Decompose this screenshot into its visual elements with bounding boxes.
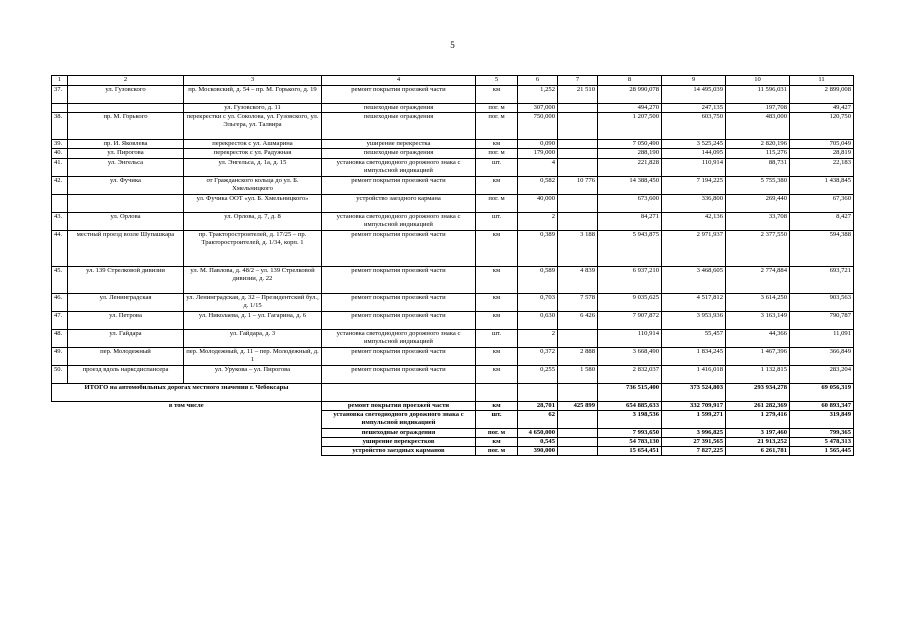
table-cell: 594,388 (790, 230, 854, 266)
table-cell: установка светодиодного дорожного знака с импульсной индикацией (322, 212, 476, 230)
table-cell: 2 820,196 (726, 140, 790, 149)
column-header: 1 (52, 76, 68, 86)
breakdown-cell: 3 996,825 (662, 428, 726, 437)
table-cell: пог. м (476, 149, 518, 158)
table-cell: 247,135 (662, 104, 726, 113)
table-cell: пешеходные ограждения (322, 113, 476, 140)
breakdown-cell: установка светодиодного дорожного знака с импульсной индикацией (322, 410, 476, 428)
table-cell: 11,091 (790, 329, 854, 347)
table-cell: 3 468,605 (662, 266, 726, 293)
breakdown-cell: ремонт покрытия проезжей части (322, 401, 476, 410)
column-header: 7 (558, 76, 598, 86)
breakdown-cell (558, 447, 598, 456)
table-cell: 1 438,845 (790, 176, 854, 194)
breakdown-cell: 3 198,536 (598, 410, 662, 428)
table-cell: ул. Ленинградская, д. 32 – Президентский бул., д. 1/15 (184, 293, 322, 311)
table-cell: 603,750 (662, 113, 726, 140)
table-cell: 693,721 (790, 266, 854, 293)
table-cell (558, 194, 598, 212)
table-cell: ул. Гайдара (68, 329, 184, 347)
table-cell: 44. (52, 230, 68, 266)
table-cell: 307,000 (518, 104, 558, 113)
breakdown-cell: 21 913,252 (726, 438, 790, 447)
column-header: 6 (518, 76, 558, 86)
table-cell: пог. м (476, 104, 518, 113)
table-cell: ул. Петрова (68, 311, 184, 329)
table-cell: 10 776 (558, 176, 598, 194)
table-cell: 28 990,078 (598, 86, 662, 104)
table-cell (558, 113, 598, 140)
table-cell: 37. (52, 86, 68, 104)
table-cell: ремонт покрытия проезжей части (322, 365, 476, 383)
breakdown-cell: 425 899 (558, 401, 598, 410)
column-header: 8 (598, 76, 662, 86)
table-cell: 336,800 (662, 194, 726, 212)
table-cell: 48. (52, 329, 68, 347)
table-cell: км (476, 311, 518, 329)
table-cell: 41. (52, 158, 68, 176)
breakdown-cell: 1 279,416 (726, 410, 790, 428)
table-cell: 88,731 (726, 158, 790, 176)
table-cell: ул. Орлова, д. 7, д. 8 (184, 212, 322, 230)
table-cell: ремонт покрытия проезжей части (322, 266, 476, 293)
table-cell: 110,914 (598, 329, 662, 347)
table-cell: 7 578 (558, 293, 598, 311)
breakdown-cell: 3 197,460 (726, 428, 790, 437)
column-header: 2 (68, 76, 184, 86)
table-cell: 144,095 (662, 149, 726, 158)
table-cell: 43. (52, 212, 68, 230)
table-cell: ремонт покрытия проезжей части (322, 230, 476, 266)
total-label: ИТОГО на автомобильных дорогах местного значения г. Чебоксары (52, 383, 322, 401)
table-cell: пешеходные ограждения (322, 104, 476, 113)
column-header: 11 (790, 76, 854, 86)
breakdown-cell (558, 410, 598, 428)
breakdown-cell: 799,365 (790, 428, 854, 437)
table-cell: 1 207,500 (598, 113, 662, 140)
table-row (52, 293, 854, 311)
table-cell: 110,914 (662, 158, 726, 176)
table-cell: 0,090 (518, 140, 558, 149)
table-cell: 790,787 (790, 311, 854, 329)
table-row (52, 230, 854, 266)
table-cell: от Гражданского кольца до ул. Б. Хмельницкого (184, 176, 322, 194)
table-cell: 2 (518, 329, 558, 347)
table-cell: км (476, 86, 518, 104)
table-cell: 673,600 (598, 194, 662, 212)
total-value: 293 934,278 (726, 383, 790, 401)
table-cell: пер. Молодежный, д. 11 – пер. Молодежный, д. 1 (184, 347, 322, 365)
table-cell: 2 971,937 (662, 230, 726, 266)
breakdown-cell: 654 885,633 (598, 401, 662, 410)
table-cell: пог. м (476, 194, 518, 212)
table-cell: 197,708 (726, 104, 790, 113)
table-cell: устройство заездного кармана (322, 194, 476, 212)
table-cell (322, 383, 476, 401)
header-row (52, 76, 854, 86)
table-cell: 67,360 (790, 194, 854, 212)
table-row (52, 176, 854, 194)
table-cell: ул. Пирогова (68, 149, 184, 158)
table-cell: 705,049 (790, 140, 854, 149)
table-cell: 39. (52, 140, 68, 149)
breakdown-cell: 390,000 (518, 447, 558, 456)
table-cell: 49. (52, 347, 68, 365)
table-cell: 2 377,550 (726, 230, 790, 266)
breakdown-cell: пог. м (476, 447, 518, 456)
table-cell: 903,563 (790, 293, 854, 311)
table-cell: 3 525,245 (662, 140, 726, 149)
table-cell (476, 383, 518, 401)
table-row (52, 266, 854, 293)
table-cell: 7 907,872 (598, 311, 662, 329)
table-cell: 366,849 (790, 347, 854, 365)
total-row (52, 383, 854, 401)
table-cell: 47. (52, 311, 68, 329)
table-cell: 42. (52, 176, 68, 194)
table-cell: пр. Тракторостроителей, д. 17/25 – пр. Тракторостроителей, д. 1/34, корп. 1 (184, 230, 322, 266)
table-cell: 11 596,031 (726, 86, 790, 104)
table-cell: 55,457 (662, 329, 726, 347)
table-cell: пр. И. Яковлева (68, 140, 184, 149)
table-cell: 7 194,225 (662, 176, 726, 194)
breakdown-cell: 261 282,369 (726, 401, 790, 410)
table-cell: 3 668,490 (598, 347, 662, 365)
breakdown-cell: 28,701 (518, 401, 558, 410)
table-cell: 2 888 (558, 347, 598, 365)
table-cell: 288,190 (598, 149, 662, 158)
breakdown-cell: 62 (518, 410, 558, 428)
table-cell: 269,440 (726, 194, 790, 212)
table-cell: местный проезд возле Шупашкара (68, 230, 184, 266)
table-cell: 45. (52, 266, 68, 293)
table-cell: км (476, 230, 518, 266)
table-cell: пог. м (476, 113, 518, 140)
table-cell: уширение перекрестка (322, 140, 476, 149)
table-cell: 84,271 (598, 212, 662, 230)
table-cell: км (476, 176, 518, 194)
table-row (52, 86, 854, 104)
table-cell: км (476, 266, 518, 293)
table-row (52, 194, 854, 212)
table-cell: 46. (52, 293, 68, 311)
table-cell: 44,366 (726, 329, 790, 347)
table-cell: 4 839 (558, 266, 598, 293)
breakdown-cell: 15 654,451 (598, 447, 662, 456)
table-cell: 33,708 (726, 212, 790, 230)
table-cell: 179,000 (518, 149, 558, 158)
total-value: 69 056,319 (790, 383, 854, 401)
table-cell: км (476, 347, 518, 365)
table-cell: км (476, 365, 518, 383)
table-row (52, 113, 854, 140)
table-cell: ул. Николаева, д. 1 – ул. Гагарина, д. 6 (184, 311, 322, 329)
breakdown-cell: 7 827,225 (662, 447, 726, 456)
table-cell: 3 163,149 (726, 311, 790, 329)
table-row (52, 104, 854, 113)
table-cell: 120,750 (790, 113, 854, 140)
table-cell (518, 383, 558, 401)
table-cell: 7 050,490 (598, 140, 662, 149)
table-cell: 1 834,245 (662, 347, 726, 365)
column-header: 4 (322, 76, 476, 86)
table-cell: ул. Энгельса, д. 1а, д. 15 (184, 158, 322, 176)
table-cell: ремонт покрытия проезжей части (322, 176, 476, 194)
table-cell: перекресток с ул. Радужная (184, 149, 322, 158)
table-cell (68, 194, 184, 212)
table-cell: ул. Орлова (68, 212, 184, 230)
table-cell: пер. Молодежный (68, 347, 184, 365)
column-header: 5 (476, 76, 518, 86)
table-cell: шт. (476, 158, 518, 176)
table-cell: 6 426 (558, 311, 598, 329)
table-cell: 750,000 (518, 113, 558, 140)
table-cell: 5 755,380 (726, 176, 790, 194)
breakdown-cell: км (476, 438, 518, 447)
breakdown-cell: 4 650,000 (518, 428, 558, 437)
breakdown-cell: 6 261,781 (726, 447, 790, 456)
table-cell: 3 614,250 (726, 293, 790, 311)
table-cell: ремонт покрытия проезжей части (322, 311, 476, 329)
table-cell: км (476, 293, 518, 311)
table-cell: ул. 139 Стрелковой дивизии (68, 266, 184, 293)
table-row (52, 158, 854, 176)
table-cell: 9 035,625 (598, 293, 662, 311)
table-cell: 2 (518, 212, 558, 230)
table-cell: 494,270 (598, 104, 662, 113)
table-cell: 3 953,936 (662, 311, 726, 329)
table-cell: 14 388,450 (598, 176, 662, 194)
table-cell: установка светодиодного дорожного знака с импульсной индикацией (322, 329, 476, 347)
breakdown-cell: уширение перекрестков (322, 438, 476, 447)
table-cell: 40. (52, 149, 68, 158)
table-cell: 22,183 (790, 158, 854, 176)
table-cell: 49,427 (790, 104, 854, 113)
column-header: 3 (184, 76, 322, 86)
table-cell (558, 104, 598, 113)
table-cell (52, 104, 68, 113)
column-header: 10 (726, 76, 790, 86)
table-cell: 0,703 (518, 293, 558, 311)
breakdown-cell: 60 893,347 (790, 401, 854, 410)
table-cell: 1,252 (518, 86, 558, 104)
table-cell: 221,828 (598, 158, 662, 176)
table-cell: 1 132,815 (726, 365, 790, 383)
total-value: 736 515,400 (598, 383, 662, 401)
breakdown-cell (558, 438, 598, 447)
table-cell: 5 943,875 (598, 230, 662, 266)
table-cell: 0,589 (518, 266, 558, 293)
breakdown-label: в том числе (52, 401, 322, 456)
table-cell: 2 774,884 (726, 266, 790, 293)
table-cell: перекрестки с ул. Соколова, ул. Гузовского, ул. Эльгера, ул. Талвира (184, 113, 322, 140)
breakdown-cell: 7 993,650 (598, 428, 662, 437)
table-cell (558, 158, 598, 176)
table-cell: ул. Гайдара, д. 3 (184, 329, 322, 347)
table-cell: шт. (476, 329, 518, 347)
table-cell (68, 104, 184, 113)
table-cell: ул. Ленинградская (68, 293, 184, 311)
table-cell: ул. Энгельса (68, 158, 184, 176)
table-cell: 0,630 (518, 311, 558, 329)
table-cell: ул. Фучика ООТ «ул. Б. Хмельницкого» (184, 194, 322, 212)
breakdown-cell: 27 391,565 (662, 438, 726, 447)
table-cell: 3 188 (558, 230, 598, 266)
table-cell (558, 140, 598, 149)
breakdown-cell: 54 783,130 (598, 438, 662, 447)
table-cell: 283,204 (790, 365, 854, 383)
breakdown-cell: 1 599,271 (662, 410, 726, 428)
table-cell: 40,000 (518, 194, 558, 212)
breakdown-cell: 0,545 (518, 438, 558, 447)
table-cell: проезд вдоль нарксдиспансера (68, 365, 184, 383)
table-row (52, 311, 854, 329)
table-cell: 0,582 (518, 176, 558, 194)
table-cell: ул. М. Павлова, д. 48/2 – ул. 139 Стрелковой дивизии, д. 22 (184, 266, 322, 293)
breakdown-cell: шт. (476, 410, 518, 428)
table-cell: 2 832,037 (598, 365, 662, 383)
table-cell: ул. Фучика (68, 176, 184, 194)
page-number: 5 (450, 40, 455, 50)
table-cell (558, 212, 598, 230)
table-cell: 50. (52, 365, 68, 383)
breakdown-cell (558, 428, 598, 437)
table-row (52, 140, 854, 149)
table-cell: 14 495,039 (662, 86, 726, 104)
table-cell: 1 580 (558, 365, 598, 383)
table-cell: 0,255 (518, 365, 558, 383)
table-cell (558, 329, 598, 347)
table-cell: 0,389 (518, 230, 558, 266)
table-row (52, 347, 854, 365)
table-cell: ремонт покрытия проезжей части (322, 347, 476, 365)
table-row (52, 212, 854, 230)
table-cell: 28,819 (790, 149, 854, 158)
table-cell (558, 149, 598, 158)
road-works-table (51, 75, 854, 456)
table-cell: ул. Урукова – ул. Пирогова (184, 365, 322, 383)
table-cell: ул. Гузовского (68, 86, 184, 104)
table-cell: установка светодиодного дорожного знака с импульсной индикацией (322, 158, 476, 176)
table-cell: 6 937,210 (598, 266, 662, 293)
breakdown-cell: пешеходные ограждения (322, 428, 476, 437)
table-cell: 1 467,396 (726, 347, 790, 365)
table-cell: 483,000 (726, 113, 790, 140)
breakdown-cell: 319,849 (790, 410, 854, 428)
total-value: 373 524,803 (662, 383, 726, 401)
table-cell: пр. Московский, д. 54 – пр. М. Горького, д. 19 (184, 86, 322, 104)
table-cell: пешеходные ограждения (322, 149, 476, 158)
table-cell: 4 (518, 158, 558, 176)
table-cell: 0,372 (518, 347, 558, 365)
table-cell: 1 416,018 (662, 365, 726, 383)
table-cell: перекресток с ул. Ашмарина (184, 140, 322, 149)
breakdown-row (52, 401, 854, 410)
table-cell: шт. (476, 212, 518, 230)
table-cell: 115,276 (726, 149, 790, 158)
table-cell: ремонт покрытия проезжей части (322, 293, 476, 311)
table-cell (558, 383, 598, 401)
table-cell: 8,427 (790, 212, 854, 230)
table-cell: 4 517,812 (662, 293, 726, 311)
column-header: 9 (662, 76, 726, 86)
table-cell (52, 194, 68, 212)
table-cell: 38. (52, 113, 68, 140)
breakdown-cell: пог. м (476, 428, 518, 437)
table-cell: 2 899,008 (790, 86, 854, 104)
breakdown-cell: км (476, 401, 518, 410)
breakdown-cell: 1 565,445 (790, 447, 854, 456)
table-row (52, 329, 854, 347)
table-cell: км (476, 140, 518, 149)
table-cell: ремонт покрытия проезжей части (322, 86, 476, 104)
table-cell: пр. М. Горького (68, 113, 184, 140)
table-cell: ул. Гузовского, д. 11 (184, 104, 322, 113)
table-cell: 21 510 (558, 86, 598, 104)
table-row (52, 365, 854, 383)
breakdown-cell: 5 478,313 (790, 438, 854, 447)
table-cell: 42,136 (662, 212, 726, 230)
breakdown-cell: устройство заездных карманов (322, 447, 476, 456)
breakdown-cell: 332 709,917 (662, 401, 726, 410)
table-row (52, 149, 854, 158)
